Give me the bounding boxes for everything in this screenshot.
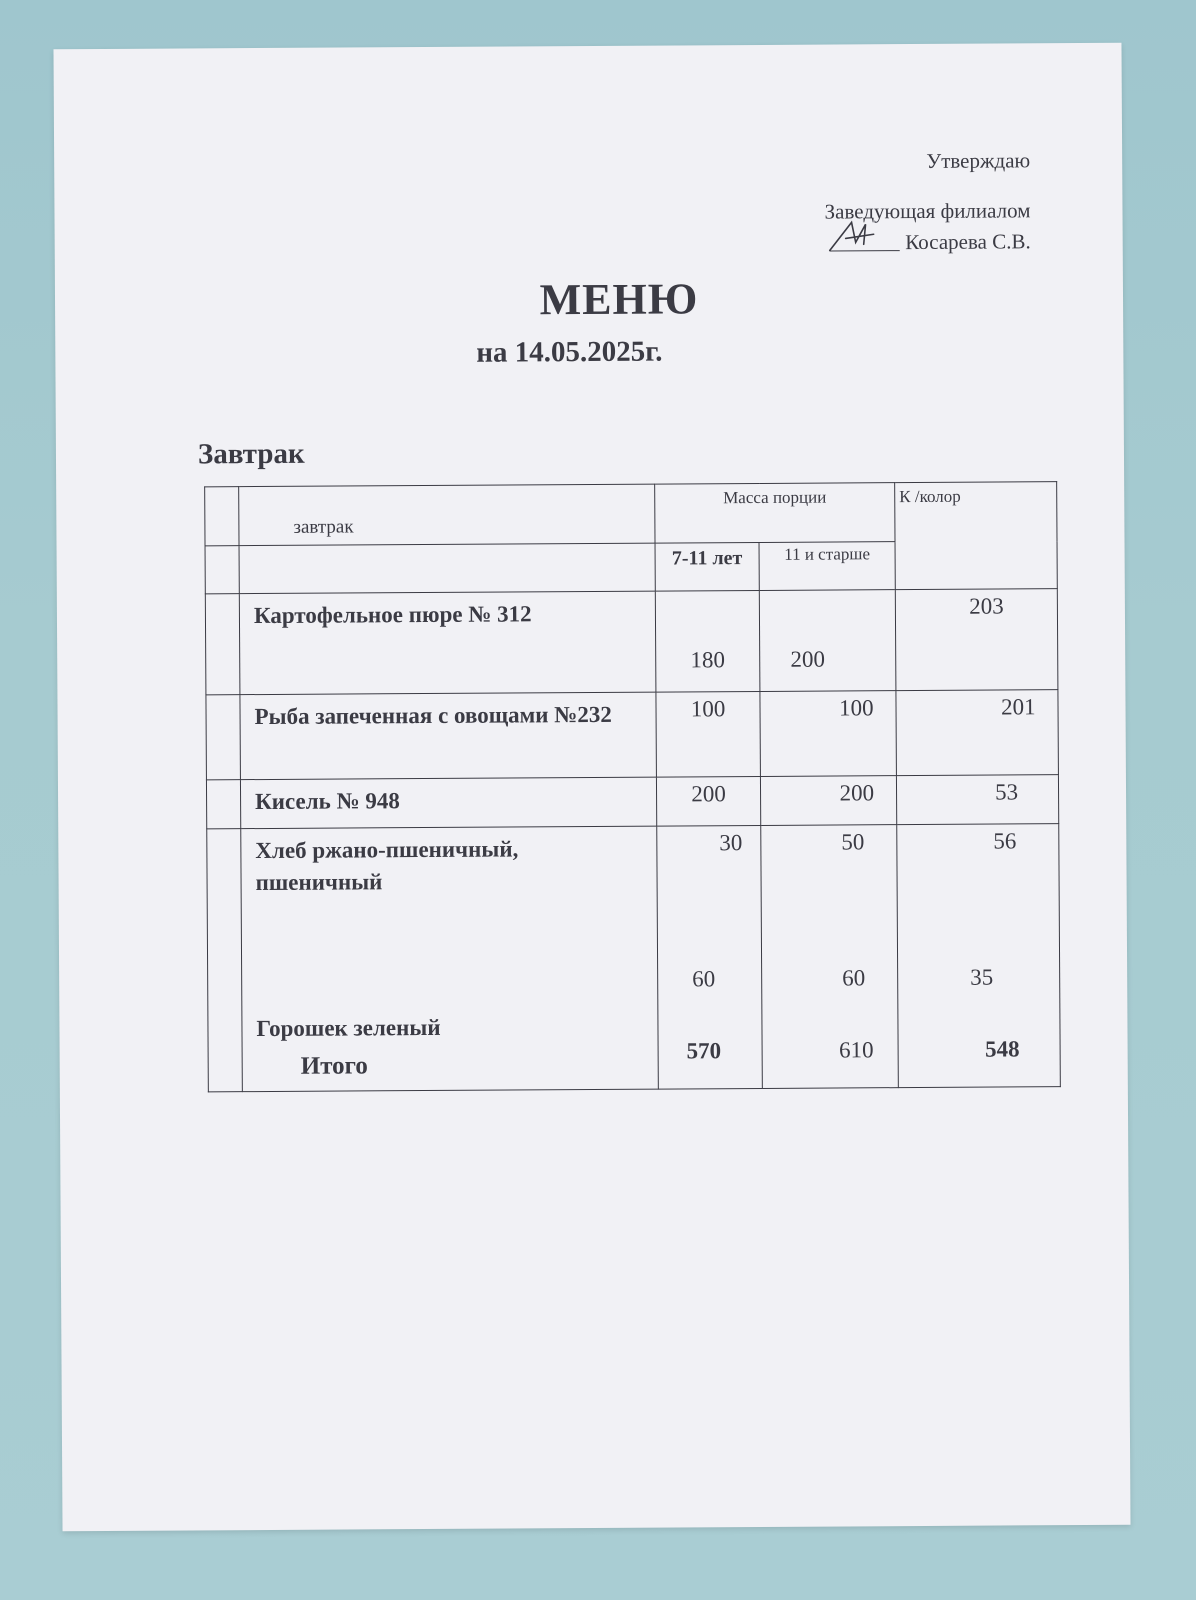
total-kcal: 548	[985, 1036, 1020, 1062]
subheader-index-cell	[205, 546, 239, 594]
row-index-cell	[206, 780, 240, 829]
header-index-cell	[205, 487, 239, 546]
kcal-cell	[897, 824, 1061, 1088]
dish-name: Кисель № 948	[255, 788, 400, 815]
dish-name-box	[241, 827, 658, 1092]
row-index-cell	[206, 695, 241, 780]
mass-1-value: 200	[691, 781, 726, 807]
dish-name-cell	[240, 777, 656, 829]
mass-2-value: 50	[841, 829, 865, 855]
mass-2-value: 100	[838, 695, 874, 721]
subheader-meal-cell	[239, 543, 655, 594]
menu-table	[204, 481, 1061, 1092]
header-mass-label: Масса порции	[723, 487, 827, 508]
mass-1-cell	[656, 691, 761, 777]
kcal-cell	[895, 589, 1058, 691]
mass-2-value: 200	[790, 646, 826, 672]
row-index-cell	[205, 594, 240, 695]
age-group-1-label: 7-11 лет	[671, 547, 743, 570]
mass-2-value: 200	[839, 780, 875, 806]
mass-1-value: 180	[690, 647, 726, 673]
approval-block	[824, 145, 1031, 258]
mass-2-cell	[761, 825, 899, 1089]
dish-name: Хлеб ржано-пшеничный, пшеничный	[255, 836, 519, 896]
meal-heading: Завтрак	[197, 437, 305, 471]
dish-name-cell	[240, 692, 657, 780]
header-meal-cell	[239, 484, 655, 546]
total-mass-2: 610	[839, 1037, 874, 1063]
header-kcal-cell	[895, 482, 1058, 590]
mass-2-value: 60	[842, 965, 866, 991]
mass-2-cell	[759, 590, 896, 692]
signature-line	[825, 226, 1031, 258]
approver-position: Заведующая филиалом	[824, 198, 1031, 225]
age-group-2-label: 11 и старше	[784, 544, 871, 564]
mass-1-box	[657, 826, 762, 1089]
signature-mark	[829, 232, 899, 251]
total-mass-1: 570	[686, 1038, 722, 1064]
document-sheet	[53, 43, 1130, 1531]
dish-name-cell	[241, 826, 659, 1092]
table-row	[205, 589, 1058, 695]
table-row	[206, 775, 1058, 829]
subheader-age1-cell	[655, 542, 759, 591]
approver-name: Косарева С.В.	[905, 229, 1031, 254]
approval-heading: Утверждаю	[926, 148, 1031, 173]
dish-name: Горошек зеленый	[256, 1014, 441, 1042]
mass-1-value: 60	[692, 966, 716, 992]
table-header-row	[205, 482, 1057, 546]
header-mass-cell	[655, 483, 895, 543]
kcal-value: 201	[1000, 694, 1036, 720]
menu-date: на 14.05.2025г.	[476, 335, 663, 369]
dish-name-cell	[239, 591, 656, 695]
mass-2-box	[761, 825, 898, 1088]
mass-1-value: 100	[690, 696, 726, 722]
kcal-value: 35	[970, 964, 994, 990]
dish-name: Рыба запеченная с овощами №232	[254, 701, 612, 730]
kcal-value: 53	[994, 779, 1019, 805]
mass-1-value: 30	[719, 830, 743, 856]
mass-1-cell	[655, 590, 760, 692]
row-index-cell	[207, 829, 243, 1092]
kcal-box	[897, 824, 1060, 1087]
kcal-value: 56	[993, 828, 1017, 854]
table-row-combined	[207, 824, 1061, 1092]
table-row	[206, 690, 1059, 780]
kcal-cell	[896, 690, 1059, 776]
mass-2-cell	[760, 776, 896, 826]
kcal-value: 203	[969, 593, 1004, 619]
dish-name: Картофельное пюре № 312	[253, 601, 532, 629]
subheader-age2-cell	[759, 542, 895, 591]
mass-1-cell	[657, 825, 763, 1089]
kcal-cell	[896, 775, 1058, 825]
header-kcal-label: К /колор	[899, 486, 961, 507]
total-label: Итого	[300, 1052, 368, 1080]
header-meal-label: завтрак	[293, 516, 354, 538]
mass-2-cell	[760, 691, 897, 777]
page-title: МЕНЮ	[539, 274, 699, 325]
mass-1-cell	[656, 776, 760, 826]
